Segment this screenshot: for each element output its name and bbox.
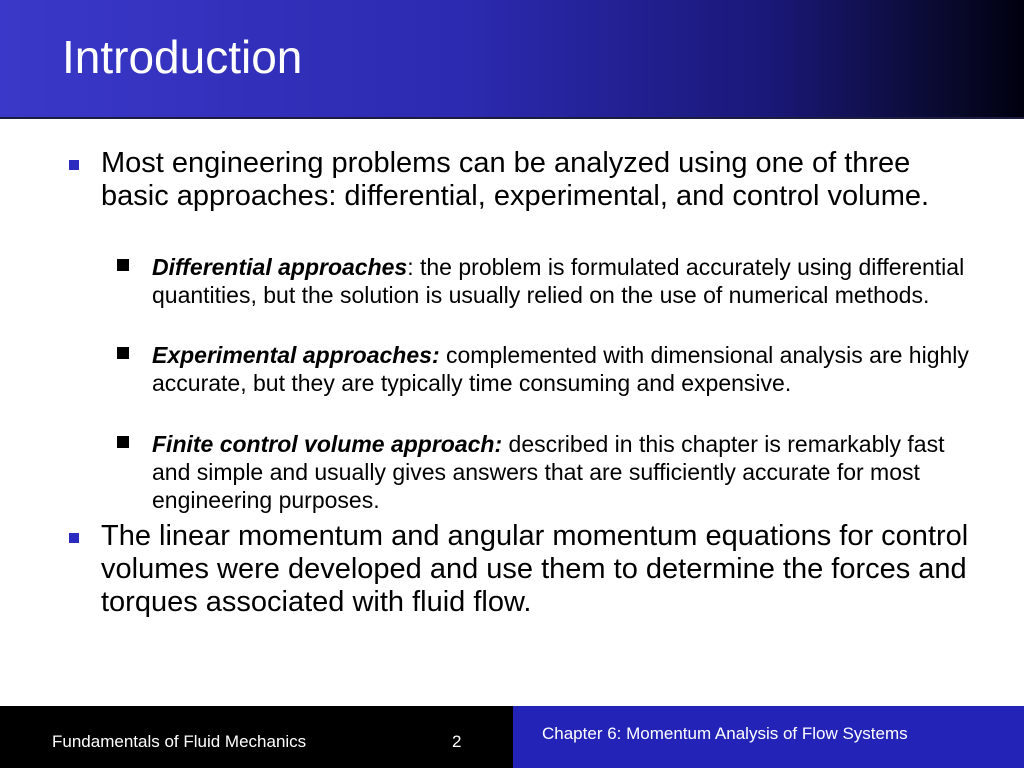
bullet-square-icon (69, 533, 79, 543)
bullet-text: Most engineering problems can be analyzed using one of three basic approaches: differential, experimental, and control volume. (101, 147, 930, 212)
sub-bullet-description: complemented with dimensional analysis are highly accurate, but they are typically time consuming and expensive. (152, 342, 969, 396)
sub-bullet-square-icon (117, 436, 129, 448)
bullet-square-icon (69, 160, 79, 170)
sub-bullet-description: described in this chapter is remarkably fast and simple and usually gives answers that are sufficiently accurate for most engineering purposes. (152, 431, 945, 513)
bullet-text: The linear momentum and angular momentum equations for control volumes were developed and use them to determine the forces and torques associated with fluid flow. (101, 520, 969, 618)
sub-bullet-separator: : (407, 254, 414, 280)
sub-bullet-text (152, 341, 972, 397)
sub-bullet-square-icon (117, 347, 129, 359)
sub-bullet-square-icon (117, 259, 129, 271)
slide-title: Introduction (62, 31, 303, 83)
sub-bullet-separator: : (431, 342, 440, 368)
sub-bullet-term: Finite control volume approach (152, 431, 495, 457)
title-bar (0, 0, 1024, 119)
sub-bullet-separator: : (494, 431, 503, 457)
sub-bullet-text (152, 253, 972, 309)
footer-right (513, 706, 1024, 768)
page-number: 2 (452, 732, 462, 751)
sub-bullet-text (152, 430, 972, 514)
sub-bullet-term: Experimental approaches (152, 342, 432, 368)
footer-left (0, 706, 513, 768)
sub-bullet-description: the problem is formulated accurately using differential quantities, but the solution is usually relied on the use of numerical methods. (152, 254, 965, 308)
footer-chapter-title: Chapter 6: Momentum Analysis of Flow Systems (542, 724, 908, 743)
sub-bullet-term: Differential approaches (152, 254, 408, 280)
footer-course-title: Fundamentals of Fluid Mechanics (52, 732, 307, 751)
